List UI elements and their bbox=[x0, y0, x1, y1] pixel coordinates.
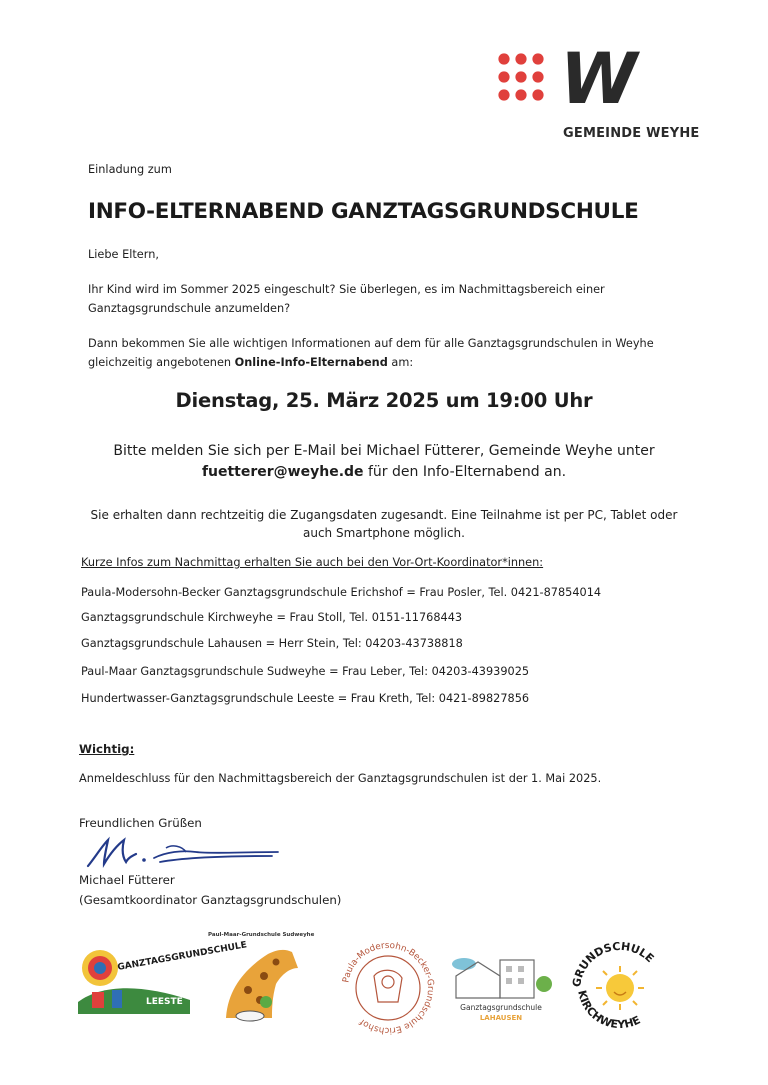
leeste-logo-text: GANZTAGSGRUNDSCHULE bbox=[116, 940, 248, 973]
lahausen-logo-subtext: LAHAUSEN bbox=[479, 1014, 523, 1022]
kirchweyhe-logo-text-top: GRUNDSCHULE bbox=[570, 942, 657, 988]
sudweyhe-logo-text: Paul-Maar-Grundschule Sudweyhe bbox=[208, 932, 315, 938]
page-title: INFO-ELTERNABEND GANZTAGSGRUNDSCHULE bbox=[88, 199, 639, 224]
signer-role: (Gesamtkoordinator Ganztagsgrundschulen) bbox=[79, 893, 342, 907]
access-line-1: Sie erhalten dann rechtzeitig die Zugangsdaten zugesandt. Eine Teilnahme ist per PC, Tablet oder bbox=[90, 508, 678, 522]
event-date: Dienstag, 25. März 2025 um 19:00 Uhr bbox=[175, 389, 593, 412]
coordinators-heading: Kurze Infos zum Nachmittag erhalten Sie auch bei den Vor-Ort-Koordinator*innen: bbox=[81, 556, 544, 569]
registration-line-1: Bitte melden Sie sich per E-Mail bei Michael Fütterer, Gemeinde Weyhe unter bbox=[113, 443, 655, 459]
deadline-text: Anmeldeschluss für den Nachmittagsbereich der Ganztagsgrundschulen ist der 1. Mai 2025. bbox=[79, 772, 602, 785]
info-line-2 bbox=[88, 353, 654, 372]
erichshof-school-logo bbox=[336, 936, 440, 1040]
salutation: Liebe Eltern, bbox=[88, 248, 159, 261]
signer-name: Michael Fütterer bbox=[79, 873, 175, 887]
info-line-2-suffix: am: bbox=[387, 356, 414, 369]
kirchweyhe-school-logo bbox=[570, 942, 670, 1036]
question-line-2: Ganztagsgrundschule anzumelden? bbox=[88, 302, 291, 315]
important-label: Wichtig: bbox=[79, 742, 135, 756]
registration-email[interactable]: fuetterer@weyhe.de bbox=[201, 464, 364, 480]
lahausen-logo-text: Ganztagsgrundschule bbox=[460, 1003, 542, 1012]
closing-greeting: Freundlichen Grüßen bbox=[79, 816, 202, 830]
access-paragraph bbox=[0, 506, 768, 542]
info-line-2-prefix: gleichzeitig angebotenen bbox=[88, 356, 235, 369]
lahausen-school-logo bbox=[448, 950, 554, 1026]
signature-image bbox=[82, 832, 282, 872]
coordinator-item: Paula-Modersohn-Becker Ganztagsgrundschule Erichshof = Frau Posler, Tel. 0421-87854014 bbox=[81, 586, 602, 599]
leeste-logo-subtext: LEESTE bbox=[146, 997, 183, 1007]
access-line-2: auch Smartphone möglich. bbox=[303, 526, 465, 540]
online-info-evening-label: Online-Info-Elternabend bbox=[234, 356, 388, 369]
coordinator-item: Ganztagsgrundschule Kirchweyhe = Frau Stoll, Tel. 0151-11768443 bbox=[81, 611, 463, 624]
gemeinde-weyhe-logo-letter: W bbox=[560, 38, 634, 120]
registration-paragraph bbox=[0, 441, 768, 483]
coordinator-item: Ganztagsgrundschule Lahausen = Herr Stein, Tel: 04203-43738818 bbox=[81, 637, 463, 650]
registration-line-2 bbox=[0, 462, 768, 483]
kirchweyhe-logo-text-bottom: KIRCHWEYHE bbox=[575, 989, 643, 1032]
question-line-1: Ihr Kind wird im Sommer 2025 eingeschult? Sie überlegen, es im Nachmittagsbereich einer bbox=[88, 283, 605, 296]
municipality-name: GEMEINDE WEYHE bbox=[563, 126, 700, 141]
info-line-1: Dann bekommen Sie alle wichtigen Informationen auf dem für alle Ganztagsgrundschulen in Weyhe bbox=[88, 337, 654, 350]
coordinator-item: Paul-Maar Ganztagsgrundschule Sudweyhe = Frau Leber, Tel: 04203-43939025 bbox=[81, 665, 530, 678]
leeste-school-logo bbox=[72, 940, 248, 1020]
coordinator-item: Hundertwasser-Ganztagsgrundschule Leeste = Frau Kreth, Tel: 0421-89827856 bbox=[81, 692, 530, 705]
info-paragraph bbox=[88, 334, 654, 372]
intro-text: Einladung zum bbox=[88, 163, 172, 176]
sudweyhe-school-logo bbox=[206, 928, 322, 1024]
question-paragraph bbox=[88, 280, 605, 318]
gemeinde-weyhe-logo-dots bbox=[497, 52, 559, 110]
erichshof-logo-text: Paula-Modersohn-Becker-Grundschule Erichshof bbox=[341, 940, 436, 1036]
registration-line-2-suffix: für den Info-Elternabend an. bbox=[363, 464, 567, 480]
